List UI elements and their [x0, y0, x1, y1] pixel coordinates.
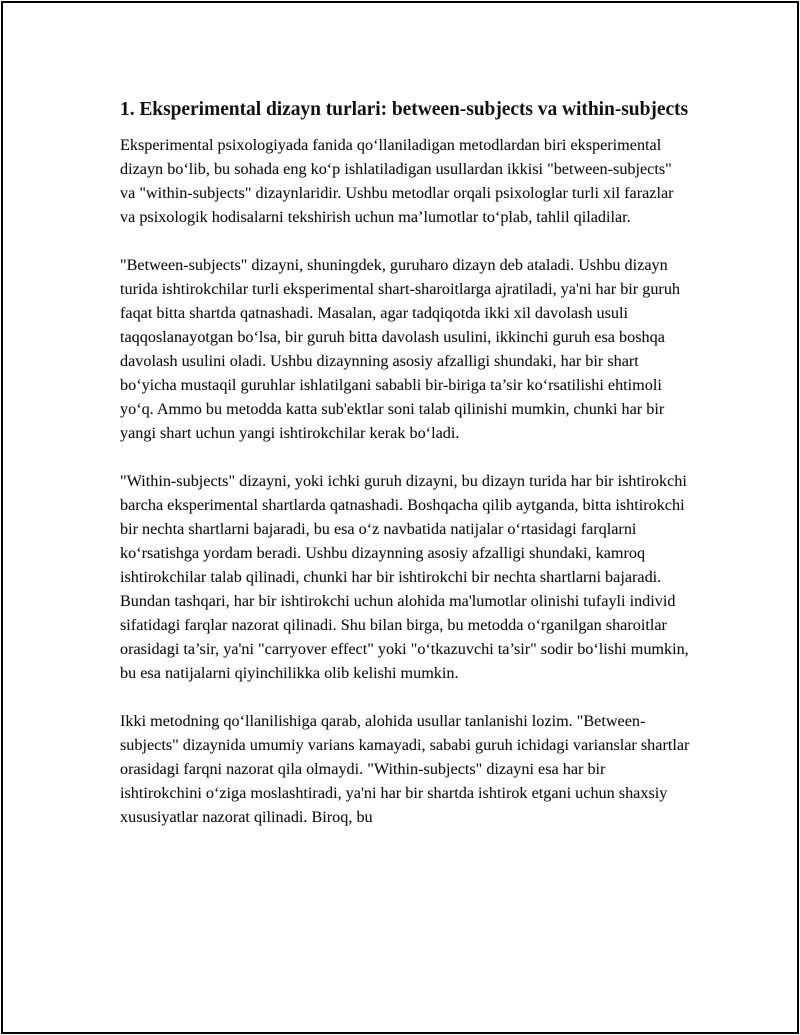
paragraph-intro: Eksperimental psixologiyada fanida qo‘llaniladigan metodlardan biri eksperimental dizayn bo‘lib, bu sohada eng ko‘p ishlatiladigan usullardan ikkisi "between-subjects" va "within-subjects" dizaynlaridir. Ushbu metodlar orqali psixologlar turli xil farazlar va psixologik hodisalarni tekshirish uchun ma’lumotlar to‘plab, tahlil qiladilar. [120, 136, 674, 226]
page-frame [1, 1, 799, 1034]
document-body [120, 96, 690, 853]
paragraph-between-subjects: "Between-subjects" dizayni, shuningdek, guruharo dizayn deb ataladi. Ushbu dizayn turida ishtirokchilar turli eksperimental shart-sharoitlarga ajratiladi, ya'ni har bir guruh faqat bitta shartda qatnashadi. Masalan, agar tadqiqotda ikki xil davolash usuli taqqoslanayotgan bo‘lsa, bir guruh bitta davolash usulini, ikkinchi guruh esa boshqa davolash usulini oladi. Ushbu dizaynning asosiy afzalligi shundaki, har bir shart bo‘yicha mustaqil guruhlar ishlatilgani sababli bir-biriga ta’sir ko‘rsatilishi ehtimoli yo‘q. Ammo bu metodda katta sub'ektlar soni talab qilinishi mumkin, chunki har bir yangi shart uchun yangi ishtirokchilar kerak bo‘ladi. [120, 256, 681, 442]
section-heading: 1. Eksperimental dizayn turlari: between-subjects va within-subjects [120, 99, 689, 120]
paragraph-within-subjects: "Within-subjects" dizayni, yoki ichki guruh dizayni, bu dizayn turida har bir ishtirokchi barcha eksperimental shartlarda qatnashadi. Boshqacha qilib aytganda, bitta ishtirokchi bir nechta shartlarni bajaradi, bu esa o‘z navbatida natijalar o‘rtasidagi farqlarni ko‘rsatishga yordam beradi. Ushbu dizaynning asosiy afzalligi shundaki, kamroq ishtirokchilar talab qilinadi, chunki har bir ishtirokchi bir nechta shartlarni bajaradi. Bundan tashqari, har bir ishtirokchi uchun alohida ma'lumotlar olinishi tufayli individ sifatidagi farqlar nazorat qilinadi. Shu bilan birga, bu metodda o‘rganilgan sharoitlar orasidagi ta’sir, ya'ni "carryover effect" yoki "o‘tkazuvchi ta’sir" sodir bo‘lishi mumkin, bu esa natijalarni qiyinchilikka olib kelishi mumkin. [120, 472, 689, 682]
paragraph-comparison: Ikki metodning qo‘llanilishiga qarab, alohida usullar tanlanishi lozim. "Between-subjects" dizaynida umumiy varians kamayadi, sababi guruh ichidagi varianslar shartlar orasidagi farqni nazorat qila olmaydi. "Within-subjects" dizayni esa har bir ishtirokchini o‘ziga moslashtiradi, ya'ni har bir shartda ishtirok etgani uchun shaxsiy xususiyatlar nazorat qilinadi. Biroq, bu [120, 712, 690, 826]
